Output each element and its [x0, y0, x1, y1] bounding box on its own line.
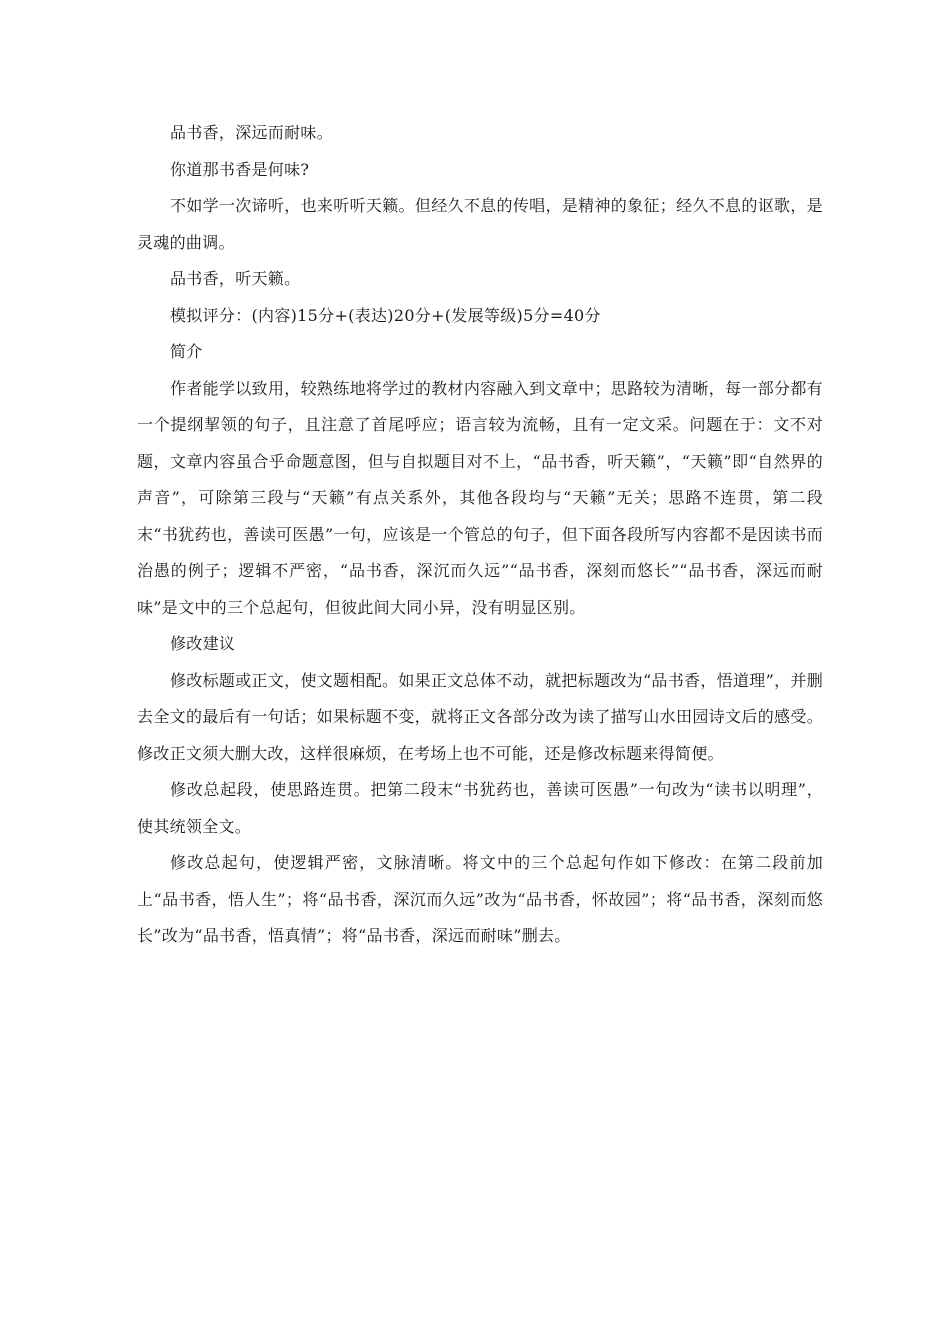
paragraph-conclusion: 品书香，听天籁。 — [170, 269, 301, 288]
paragraph-score: 模拟评分：(内容)15分+(表达)20分+(发展等级)5分=40分 — [170, 305, 601, 325]
paragraph-suggestion-3: 修改总起句，使逻辑严密，文脉清晰。将文中的三个总起句作如下修改：在第二段前加上“品书香，悟人生”；将“品书香，深沉而久远”改为“品书香，怀故园”；将“品书香，深刻而悠长”改为“品书香，悟真情”；将“品书香，深远而耐味”删去。 — [137, 853, 823, 945]
paragraph-listen: 不如学一次谛听，也来听听天籁。但经久不息的传唱，是精神的象征；经久不息的讴歌，是灵魂的曲调。 — [137, 196, 823, 252]
paragraph-question: 你道那书香是何味? — [170, 159, 310, 179]
heading-suggestions: 修改建议 — [170, 634, 236, 653]
paragraph-summary: 作者能学以致用，较熟练地将学过的教材内容融入到文章中；思路较为清晰，每一部分都有一个提纲挈领的句子，且注意了首尾呼应；语言较为流畅，且有一定文采。问题在于：文不对题，文章内容虽合乎命题意图，但与自拟题目对不上，“品书香，听天籁”，“天籁”即“自然界的声音”，可除第三段与“天籁”有点关系外，其他各段均与“天籁”无关；思路不连贯，第二段末“书犹药也，善读可医愚”一句，应该是一个管总的句子，但下面各段所写内容都不是因读书而治愚的例子；逻辑不严密，“品书香，深沉而久远”“品书香，深刻而悠长”“品书香，深远而耐味”是文中的三个总起句，但彼此间大同小异，没有明显区别。 — [137, 378, 823, 617]
paragraph-quote-ending: 品书香，深远而耐味。 — [170, 123, 334, 142]
paragraph-suggestion-1: 修改标题或正文，使文题相配。如果正文总体不动，就把标题改为“品书香，悟道理”，并删去全文的最后有一句话；如果标题不变，就将正文各部分改为读了描写山水田园诗文后的感受。修改正文须大删大改，这样很麻烦，在考场上也不可能，还是修改标题来得简便。 — [137, 670, 823, 763]
document-body — [137, 115, 823, 955]
heading-summary: 简介 — [170, 342, 203, 361]
paragraph-suggestion-2: 修改总起段，使思路连贯。把第二段末“书犹药也，善读可医愚”一句改为“读书以明理”，使其统领全文。 — [137, 780, 823, 836]
